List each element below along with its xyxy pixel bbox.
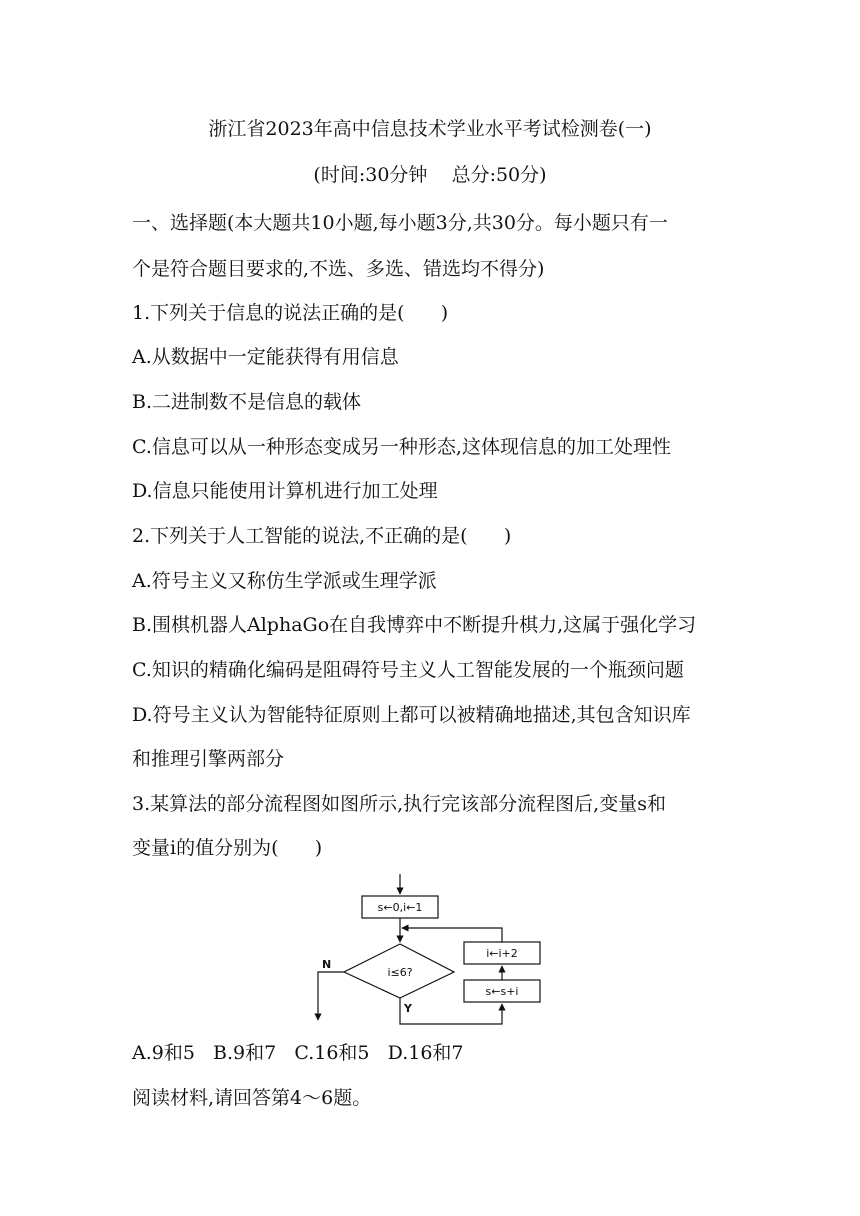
q3-stem-line1: 3.某算法的部分流程图如图所示,执行完该部分流程图后,变量s和 <box>132 793 666 815</box>
q1-option-c: C.信息可以从一种形态变成另一种形态,这体现信息的加工处理性 <box>132 436 671 458</box>
section-heading-line1: 一、选择题(本大题共10小题,每小题3分,共30分。每小题只有一 <box>132 212 668 234</box>
q2-option-d-line2: 和推理引擎两部分 <box>132 748 285 770</box>
q2-option-b: B.围棋机器人AlphaGo在自我博弈中不断提升棋力,这属于强化学习 <box>132 614 697 636</box>
q3-flowchart <box>312 872 562 1032</box>
flow-yes-label: Y <box>404 1002 412 1015</box>
q1-stem: 1.下列关于信息的说法正确的是( ) <box>132 302 449 324</box>
flow-loop-arrow <box>402 928 502 942</box>
q3-options: A.9和5 B.9和7 C.16和5 D.16和7 <box>132 1042 464 1064</box>
flow-no-arrow <box>318 972 344 1020</box>
flow-no-label: N <box>322 958 332 971</box>
q2-option-c: C.知识的精确化编码是阻碍符号主义人工智能发展的一个瓶颈问题 <box>132 659 684 681</box>
exam-title: 浙江省2023年高中信息技术学业水平考试检测卷(一) <box>208 118 652 140</box>
q2-option-a: A.符号主义又称仿生学派或生理学派 <box>132 570 437 592</box>
q1-option-a: A.从数据中一定能获得有用信息 <box>132 346 399 368</box>
q1-option-b: B.二进制数不是信息的载体 <box>132 391 362 413</box>
flow-sum-text: s←s+i <box>485 985 519 998</box>
q1-option-d: D.信息只能使用计算机进行加工处理 <box>132 480 438 502</box>
q3-stem-line2: 变量i的值分别为( ) <box>132 837 323 859</box>
section-heading-line2: 个是符合题目要求的,不选、多选、错选均不得分) <box>132 258 545 280</box>
flow-increment-text: i←i+2 <box>486 947 518 960</box>
exam-subtitle: (时间:30分钟 总分:50分) <box>313 164 547 186</box>
q2-stem: 2.下列关于人工智能的说法,不正确的是( ) <box>132 525 512 547</box>
reading-instruction: 阅读材料,请回答第4～6题。 <box>132 1087 372 1109</box>
flow-condition-text: i≤6? <box>387 966 413 979</box>
flow-init-text: s←0,i←1 <box>377 901 423 914</box>
q2-option-d-line1: D.符号主义认为智能特征原则上都可以被精确地描述,其包含知识库 <box>132 704 691 726</box>
